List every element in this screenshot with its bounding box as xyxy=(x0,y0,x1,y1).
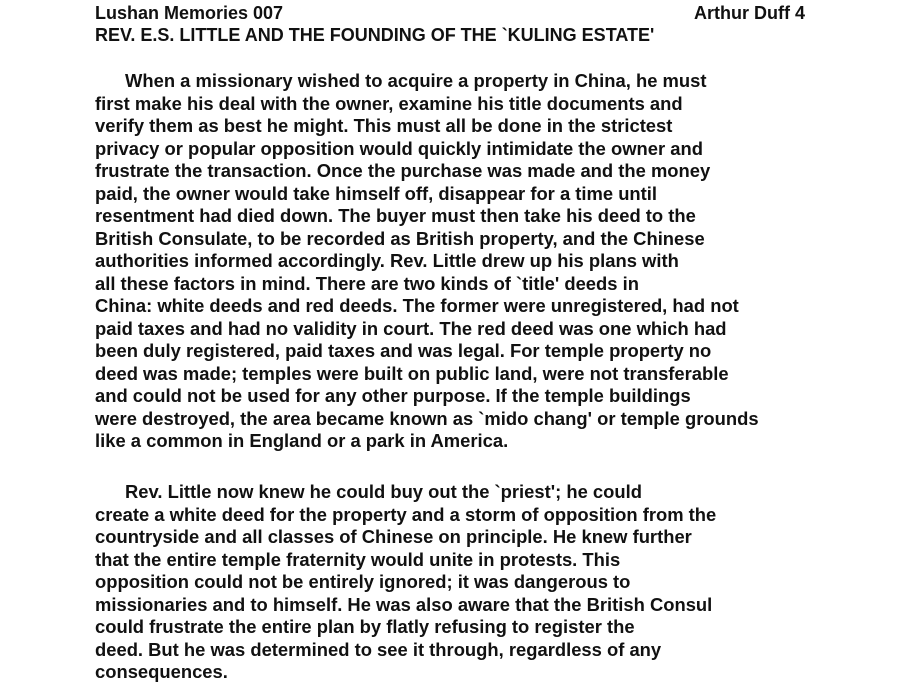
text-line: deed was made; temples were built on public land, were not transferable xyxy=(95,362,729,384)
page-header xyxy=(95,2,895,24)
text-line: paid, the owner would take himself off, disappear for a time until xyxy=(95,182,658,204)
document-page xyxy=(95,2,895,682)
text-line: privacy or popular opposition would quickly intimidate the owner and xyxy=(95,137,703,159)
text-line: missionaries and to himself. He was also aware that the British Consul xyxy=(95,593,713,615)
text-line: authorities informed accordingly. Rev. Little drew up his plans with xyxy=(95,250,679,271)
text-line: Rev. Little now knew he could buy out the `priest'; he could xyxy=(125,481,642,502)
text-line: verify them as best he might. This must all be done in the strictest xyxy=(95,115,673,136)
text-line: that the entire temple fraternity would unite in protests. This xyxy=(95,548,621,570)
text-line: consequences. xyxy=(95,661,228,682)
text-line: opposition could not be entirely ignored; it was dangerous to xyxy=(95,571,631,592)
text-line: and could not be used for any other purpose. If the temple buildings xyxy=(95,385,691,406)
text-line: China: white deeds and red deeds. The former were unregistered, had not xyxy=(95,295,739,316)
text-line: deed. But he was determined to see it through, regardless of any xyxy=(95,638,662,660)
text-line: first make his deal with the owner, examine his title documents and xyxy=(95,92,683,114)
text-line: When a missionary wished to acquire a property in China, he must xyxy=(125,70,707,91)
text-line: paid taxes and had no validity in court. The red deed was one which had xyxy=(95,317,727,339)
series-title: Lushan Memories 007 xyxy=(95,3,284,23)
text-line: like a common in England or a park in America. xyxy=(95,430,509,451)
text-line: British Consulate, to be recorded as British property, and the Chinese xyxy=(95,227,705,249)
paragraph-2 xyxy=(95,481,716,684)
text-line: were destroyed, the area became known as `mido chang' or temple grounds xyxy=(95,407,759,429)
text-line: frustrate the transaction. Once the purchase was made and the money xyxy=(95,160,711,181)
text-line: could frustrate the entire plan by flatly refusing to register the xyxy=(95,616,635,637)
document-title: REV. E.S. LITTLE AND THE FOUNDING OF THE `KULING ESTATE' xyxy=(95,25,655,45)
text-line: countryside and all classes of Chinese on principle. He knew further xyxy=(95,526,692,547)
text-line: been duly registered, paid taxes and was legal. For temple property no xyxy=(95,340,712,361)
text-line: all these factors in mind. There are two kinds of `title' deeds in xyxy=(95,272,639,294)
text-line: create a white deed for the property and a storm of opposition from the xyxy=(95,503,717,525)
paragraph-1 xyxy=(95,70,759,453)
author-page-number: Arthur Duff 4 xyxy=(694,3,805,23)
text-line: resentment had died down. The buyer must then take his deed to the xyxy=(95,205,696,226)
